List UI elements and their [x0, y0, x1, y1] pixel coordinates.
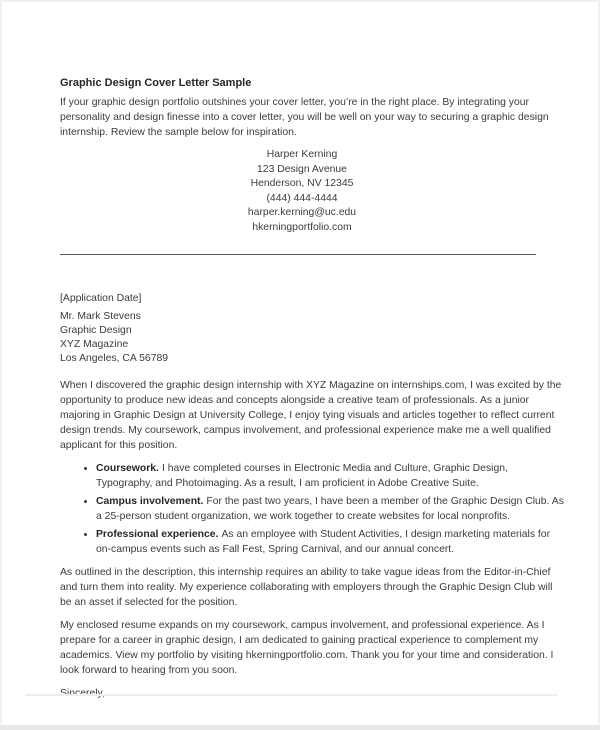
contact-phone: (444) 444-4444 — [266, 192, 338, 204]
body-paragraph-2: As outlined in the description, this internship requires an ability to take vague ideas from the Editor-in-Chief and turn them into reality. My experience collaborating with employers through the Graphic Design Club will be an asset if selected for the position. — [60, 567, 553, 608]
list-item-campus-involvement — [96, 494, 564, 524]
body-paragraph-3: My enclosed resume expands on my coursework, campus involvement, and professional experience. As I prepare for a career in graphic design, I am dedicated to gaining practical experience to complement my academics. View my portfolio by visiting hkerningportfolio.com. Thank you for your time and consideration. I look forward to hearing from you soon. — [60, 620, 554, 676]
recipient-city: Los Angeles, CA 56789 — [60, 353, 169, 364]
application-date: [Application Date] — [60, 293, 142, 304]
bullet-text: As an employee with Student Activities, I design marketing materials for on-campus events such as Fall Fest, Spring Carnival, and our annual concert. — [96, 529, 551, 555]
contact-email: harper.kerning@uc.edu — [247, 207, 357, 218]
intro-paragraph: If your graphic design portfolio outshines your cover letter, you’re in the right place. By integrating your personality and design finesse into a cover letter, you will be well on your way to securing a graphic design internship. Review the sample below for inspiration. — [60, 97, 549, 138]
bullet-label: Coursework. — [96, 463, 159, 474]
contact-website: hkerningportfolio.com — [252, 221, 352, 233]
qualification-list — [60, 461, 564, 557]
bottom-edge-bar — [0, 725, 600, 730]
recipient-block — [60, 310, 564, 366]
contact-street: 123 Design Avenue — [257, 163, 347, 175]
page-break-line — [25, 694, 557, 696]
contact-block — [50, 148, 554, 235]
section-divider — [60, 254, 536, 255]
contact-city: Henderson, NV 12345 — [250, 178, 354, 189]
recipient-department: Graphic Design — [60, 325, 132, 336]
list-item-coursework — [96, 461, 564, 491]
bullet-text: I have completed courses in Electronic Media and Culture, Graphic Design, Typography, and Photoimaging. As a result, I am proficient in Adobe Creative Suite. — [96, 463, 508, 489]
page-title: Graphic Design Cover Letter Sample — [60, 77, 252, 89]
bullet-label: Campus involvement. — [96, 496, 204, 507]
list-item-professional-experience — [96, 527, 564, 557]
recipient-name: Mr. Mark Stevens — [60, 311, 141, 322]
body-paragraph-1: When I discovered the graphic design internship with XYZ Magazine on internships.com, I was excited by the opportunity to produce new ideas and concepts alongside a creative team of professionals. As a junior majoring in Graphic Design at University College, I enjoy tying visuals and articles together to reflect current design trends. My coursework, campus involvement, and professional experience make me a well qualified applicant for this position. — [60, 380, 562, 451]
recipient-company: XYZ Magazine — [60, 339, 129, 350]
contact-name: Harper Kerning — [266, 149, 338, 160]
bullet-label: Professional experience. — [96, 529, 219, 540]
closing-salutation: Sincerely, — [60, 688, 105, 699]
bullet-text: For the past two years, I have been a member of the Graphic Design Club. As a 25-person student organization, we work together to create websites for local nonprofits. — [96, 496, 564, 522]
